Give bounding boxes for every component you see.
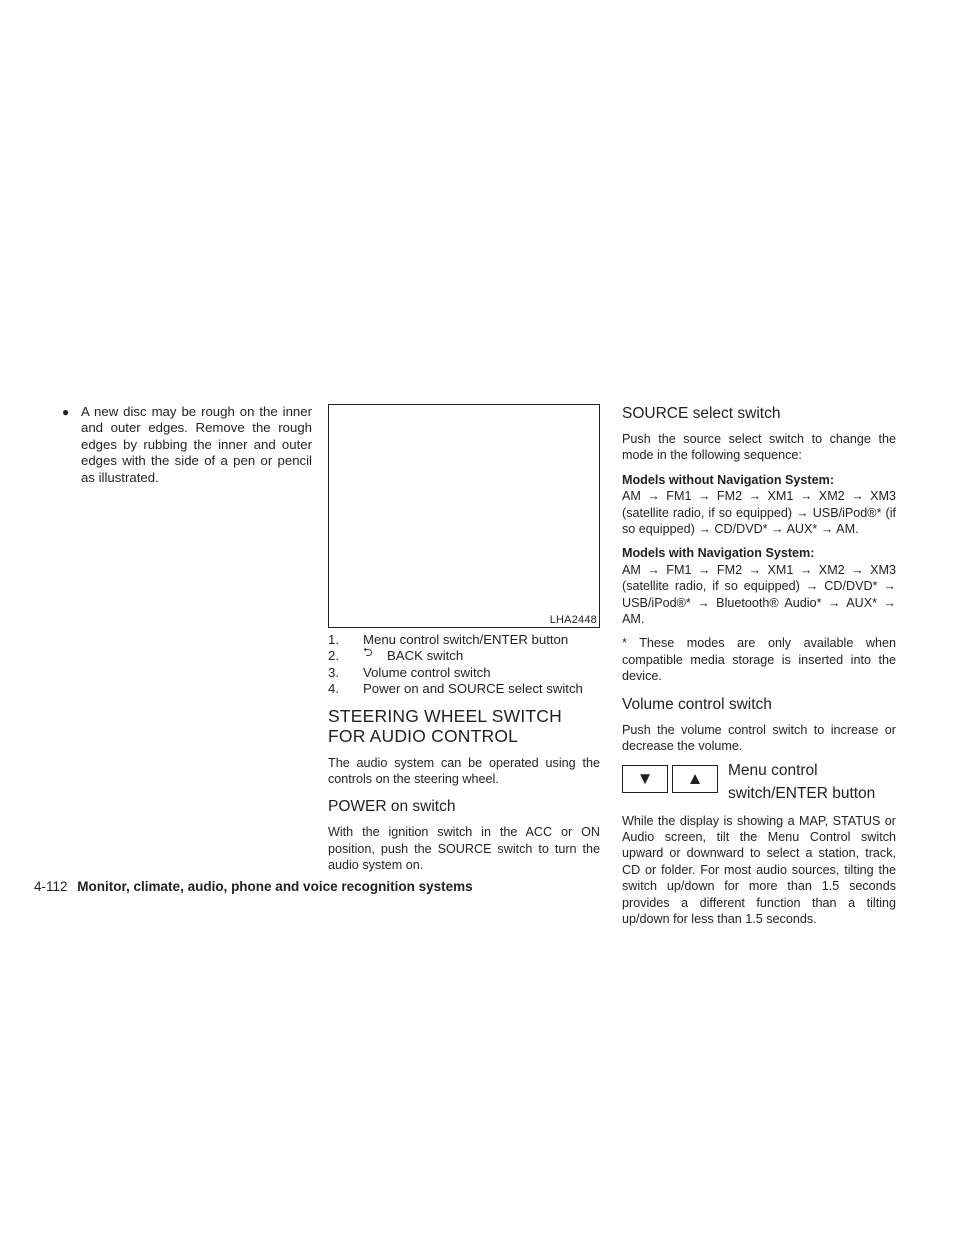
without-nav-label: Models without Navigation System: <box>622 472 835 487</box>
legend-text: Power on and SOURCE select switch <box>363 681 583 697</box>
legend-number: 3. <box>328 664 339 680</box>
middle-column <box>328 404 600 874</box>
menu-control-title <box>728 759 875 805</box>
legend-item <box>328 665 600 681</box>
legend-number: 1. <box>328 632 339 647</box>
figure-code: LHA2448 <box>549 614 597 626</box>
without-nav-sequence: AM → FM1 → FM2 → XM1 → XM2 → XM3 (satellite radio, if so equipped) → USB/iPod®* (if so equipped) → CD/DVD* → AUX* → AM. <box>622 489 896 537</box>
legend-number: 4. <box>328 681 339 697</box>
legend-item <box>328 645 600 664</box>
page-number: 4-112 <box>34 879 68 894</box>
menu-control-text: While the display is showing a MAP, STATUS or Audio screen, tilt the Menu Control switch upward or downward to select a station, track, CD or folder. For most audio sources, tilting the switch up/down for more than 1.5 seconds provides a different function than a tilting up/down for less than 1.5 seconds. <box>622 813 896 926</box>
with-nav-label: Models with Navigation System: <box>622 546 815 561</box>
menu-title-line: switch/ENTER button <box>728 784 876 802</box>
source-note: * These modes are only available when compatible media storage is inserted into the device. <box>622 636 896 684</box>
up-arrow-icon: ▲ <box>672 765 718 793</box>
volume-section-text: Push the volume control switch to increase or decrease the volume. <box>622 722 896 754</box>
down-arrow-icon: ▼ <box>622 765 668 793</box>
figure-legend <box>328 632 600 698</box>
chapter-title: Monitor, climate, audio, phone and voice recognition systems <box>77 879 473 894</box>
source-section-title: SOURCE select switch <box>622 405 781 422</box>
with-nav-sequence: AM → FM1 → FM2 → XM1 → XM2 → XM3 (satellite radio, if so equipped) → CD/DVD* → USB/iPod®* → Bluetooth® Audio* → AUX* → AM. <box>622 562 896 627</box>
source-without-nav <box>622 472 896 538</box>
page-footer <box>34 879 473 894</box>
bullet-text: A new disc may be rough on the inner and outer edges. Remove the rough edges by rubbing the inner and outer edges with the side of a pen or pencil as illustrated. <box>81 404 312 485</box>
legend-text: BACK switch <box>387 648 464 664</box>
legend-number: 2. <box>328 648 339 664</box>
bullet-icon: ● <box>62 405 70 419</box>
steering-section-text: The audio system can be operated using the controls on the steering wheel. <box>328 755 600 787</box>
menu-control-heading <box>622 761 896 805</box>
power-section-title: POWER on switch <box>328 798 456 816</box>
legend-item <box>328 681 600 697</box>
legend-text: Menu control switch/ENTER button <box>363 632 569 647</box>
source-intro: Push the source select switch to change the mode in the following sequence: <box>622 432 896 463</box>
back-arrow-icon: ⮌ <box>363 645 373 660</box>
bullet-item <box>62 404 312 486</box>
power-section-text: With the ignition switch in the ACC or ON position, push the SOURCE switch to turn the audio system on. <box>328 825 600 873</box>
left-column <box>62 404 312 486</box>
legend-text: Volume control switch <box>363 664 491 680</box>
menu-title-line: Menu control <box>728 761 818 779</box>
steering-section-title: STEERING WHEEL SWITCH FOR AUDIO CONTROL <box>328 705 562 747</box>
volume-section-title: Volume control switch <box>622 695 772 713</box>
right-column <box>622 404 896 927</box>
steering-switch-figure <box>328 404 600 628</box>
source-with-nav <box>622 545 896 627</box>
